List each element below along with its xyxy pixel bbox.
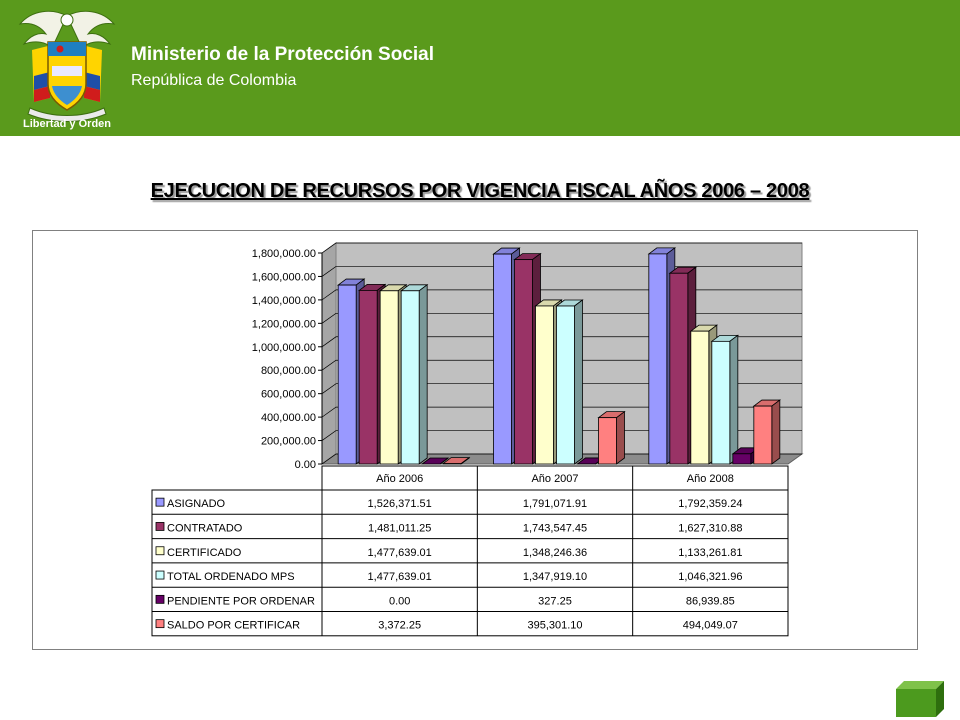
bar [359, 290, 377, 464]
bar [649, 254, 667, 464]
data-label: 1,526,371.51 [367, 498, 432, 511]
legend-label: ASIGNADO [167, 498, 226, 511]
data-label: 1,046,321.96 [678, 571, 743, 584]
data-label: 395,301.10 [527, 619, 583, 632]
data-label: 1,627,310.88 [678, 522, 743, 535]
bar [733, 454, 751, 464]
budget-execution-chart [32, 230, 916, 650]
bar [670, 273, 688, 464]
category-label: Año 2008 [686, 473, 734, 485]
data-label: 327.25 [538, 595, 572, 608]
legend-swatch [156, 571, 164, 579]
data-label: 1,481,011.25 [367, 522, 432, 535]
bar-side [617, 412, 625, 464]
ministry-name: Ministerio de la Protección Social [131, 44, 435, 65]
y-tick-label: 1,200,000.00 [251, 318, 316, 331]
data-label: 494,049.07 [682, 619, 738, 632]
next-slide-button[interactable] [896, 681, 944, 717]
legend-label: PENDIENTE POR ORDENAR [167, 595, 315, 608]
bar [557, 306, 575, 464]
y-tick-label: 1,600,000.00 [251, 271, 316, 284]
motto-text: Libertad y Orden [22, 118, 112, 130]
data-label: 1,133,261.81 [678, 546, 743, 559]
bar [536, 306, 554, 464]
data-label: 1,791,071.91 [522, 498, 588, 511]
bar-side [772, 400, 780, 464]
y-tick-label: 600,000.00 [260, 388, 316, 401]
legend-label: CONTRATADO [167, 522, 243, 535]
y-tick-label: 1,800,000.00 [251, 248, 316, 260]
data-label: 86,939.85 [685, 595, 735, 608]
legend-swatch [156, 498, 164, 506]
bar [515, 260, 533, 464]
legend-swatch [156, 547, 164, 555]
bar [401, 291, 419, 464]
data-label: 1,477,639.01 [367, 571, 432, 584]
legend-label: TOTAL ORDENADO MPS [167, 571, 295, 584]
bar-side [419, 285, 427, 464]
y-tick-label: 400,000.00 [260, 412, 316, 425]
bar-side [575, 300, 583, 464]
data-label: 3,372.25 [378, 619, 422, 632]
country-name: República de Colombia [131, 72, 297, 89]
legend-label: SALDO POR CERTIFICAR [167, 619, 301, 632]
legend-swatch [156, 522, 164, 530]
bar [754, 406, 772, 464]
bar [691, 331, 709, 464]
bar-side [730, 335, 738, 464]
data-label: 1,348,246.36 [522, 546, 588, 559]
y-tick-label: 200,000.00 [260, 435, 316, 448]
y-tick-label: 1,400,000.00 [251, 294, 316, 307]
data-label: 1,347,919.10 [522, 571, 588, 584]
data-label: 1,477,639.01 [367, 546, 432, 559]
bar [494, 254, 512, 464]
data-label: 1,792,359.24 [678, 498, 743, 511]
y-tick-label: 0.00 [294, 459, 316, 471]
category-label: Año 2006 [376, 473, 424, 485]
legend-label: CERTIFICADO [167, 546, 242, 559]
bar [380, 291, 398, 464]
plot-side-wall [322, 243, 336, 464]
category-label: Año 2007 [531, 473, 579, 485]
bar [599, 418, 617, 464]
header-banner [0, 0, 960, 136]
bar [338, 285, 356, 464]
page-title: EJECUCION DE RECURSOS POR VIGENCIA FISCAL AÑOS 2006 – 2008 [150, 180, 810, 202]
bar [712, 341, 730, 464]
legend-swatch [156, 620, 164, 628]
legend-swatch [156, 595, 164, 603]
y-tick-label: 1,000,000.00 [251, 341, 316, 354]
data-label: 0.00 [388, 595, 411, 608]
data-label: 1,743,547.45 [522, 522, 588, 535]
y-tick-label: 800,000.00 [260, 365, 316, 378]
colombia-coat-of-arms-icon [12, 6, 122, 130]
